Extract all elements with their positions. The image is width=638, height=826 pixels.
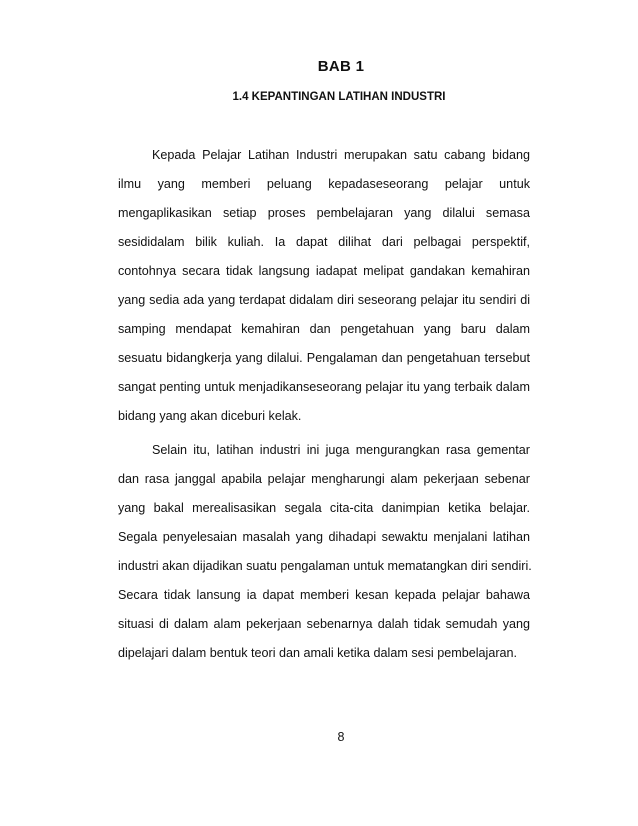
paragraph-line: yang bakal merealisasikan segala cita-cita danimpian ketika belajar. bbox=[118, 501, 530, 515]
paragraph-line: Selain itu, latihan industri ini juga mengurangkan rasa gementar bbox=[152, 443, 530, 457]
page-number: 8 bbox=[337, 730, 345, 744]
paragraph-line: mengaplikasikan setiap proses pembelajaran yang dilalui semasa bbox=[118, 206, 530, 220]
paragraph-line: Segala penyelesaian masalah yang dihadapi sewaktu menjalani latihan bbox=[118, 530, 530, 544]
paragraph-line: yang sedia ada yang terdapat didalam diri seseorang pelajar itu sendiri di bbox=[118, 293, 530, 307]
paragraph-line: Secara tidak lansung ia dapat memberi kesan kepada pelajar bahawa bbox=[118, 588, 530, 602]
paragraph-line: sesididalam bilik kuliah. Ia dapat dilihat dari pelbagai perspektif, bbox=[118, 235, 530, 249]
paragraph-line: dipelajari dalam bentuk teori dan amali ketika dalam sesi pembelajaran. bbox=[118, 646, 518, 660]
paragraph-line: dan rasa janggal apabila pelajar mengharungi alam pekerjaan sebenar bbox=[118, 472, 530, 486]
paragraph-line: sesuatu bidangkerja yang dilalui. Pengalaman dan pengetahuan tersebut bbox=[118, 351, 530, 365]
paragraph-line: contohnya secara tidak langsung iadapat melipat gandakan kemahiran bbox=[118, 264, 530, 278]
paragraph-line: bidang yang akan diceburi kelak. bbox=[118, 409, 302, 423]
section-title: 1.4 KEPANTINGAN LATIHAN INDUSTRI bbox=[232, 91, 446, 103]
paragraph-line: Kepada Pelajar Latihan Industri merupakan satu cabang bidang bbox=[152, 148, 530, 162]
paragraph-line: situasi di dalam alam pekerjaan sebenarnya dalah tidak semudah yang bbox=[118, 617, 530, 631]
paragraph-line: samping mendapat kemahiran dan pengetahuan yang baru dalam bbox=[118, 322, 530, 336]
chapter-title: BAB 1 bbox=[317, 58, 365, 75]
paragraph-line: industri akan dijadikan suatu pengalaman untuk mematangkan diri sendiri. bbox=[118, 559, 532, 573]
paragraph-line: sangat penting untuk menjadikanseseorang pelajar itu yang terbaik dalam bbox=[118, 380, 530, 394]
paragraph-line: ilmu yang memberi peluang kepadaseseorang pelajar untuk bbox=[118, 177, 530, 191]
